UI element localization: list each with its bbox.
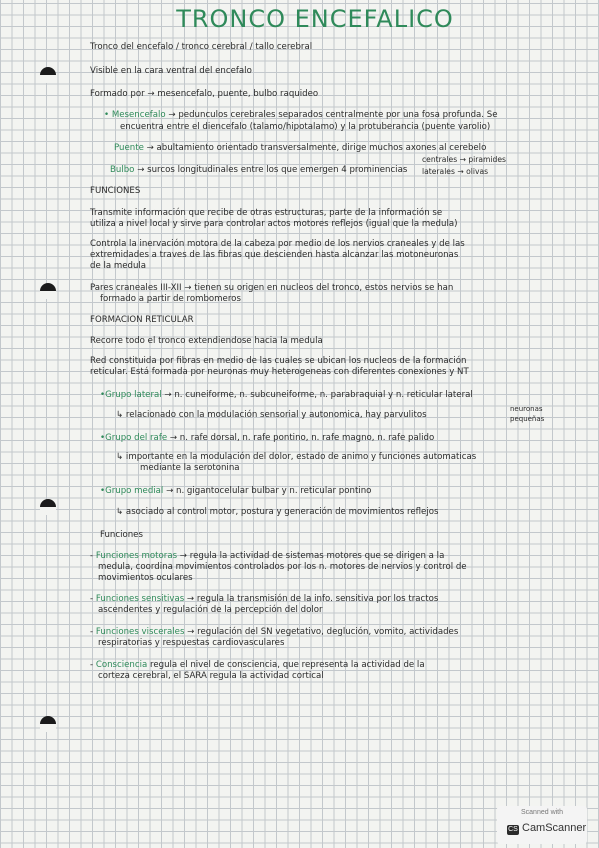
binder-hole (40, 283, 56, 299)
camscanner-watermark (497, 806, 587, 844)
part-text: → surcos longitudinales entre los que emergen 4 prominencias (137, 165, 408, 175)
section-heading: FUNCIONES (90, 186, 141, 196)
function-text: medula, coordina movimientos controlados por los n. motores de nervios y control de (98, 562, 467, 572)
bulbo-aside: laterales → olivas (422, 167, 489, 176)
function-label: Funciones sensitivas (95, 594, 185, 604)
paragraph-line: utiliza a nivel local y sirve para controlar actos motores reflejos (igual que la medula) (90, 219, 458, 229)
brand-name: CamScanner (522, 822, 587, 834)
group-detail: mediante la serotonina (140, 463, 240, 473)
paragraph-line: Transmite información que recibe de otras estructuras, parte de la información se (90, 208, 443, 218)
paragraph-line: Controla la inervación motora de la cabeza por medio de los nervios craneales y de las (90, 239, 465, 249)
camscanner-logo-icon: CS (508, 826, 518, 833)
group-detail: ↳ relacionado con la modulación sensorial y autonomica, hay parvulitos (116, 410, 427, 420)
function-sensitivas: - Funciones sensitivas → regula la transmisión de la info. sensitiva por los tractos (90, 594, 439, 604)
function-text: respiratorias y respuestas cardiovasculares (98, 638, 285, 648)
group-label: Grupo del rafe (105, 433, 168, 443)
function-text: movimientos oculares (98, 573, 193, 583)
function-label: Consciencia (95, 660, 148, 670)
paragraph-line: de la medula (90, 261, 147, 271)
function-text: → regula la transmisión de la info. sensitiva por los tractos (186, 594, 439, 604)
function-text: → regulación del SN vegetativo, deglución, vomito, actividades (187, 627, 459, 637)
group-text: → n. gigantocelular bulbar y n. reticular pontino (166, 486, 372, 496)
group-aside: pequeñas (510, 415, 545, 423)
part-bulbo (110, 165, 407, 177)
section-heading: FORMACION RETICULAR (90, 315, 194, 325)
part-text: → abultamiento orientado transversalmente, dirige muchos axones al cerebelo (146, 143, 487, 153)
watermark-caption: Scanned with (520, 809, 564, 816)
function-label: Funciones motoras (95, 551, 178, 561)
binder-hole (40, 67, 56, 83)
function-text: corteza cerebral, el SARA regula la actividad cortical (98, 671, 324, 681)
intro-line: Tronco del encefalo / tronco cerebral / tallo cerebral (90, 42, 313, 52)
page-title: TRONCO ENCEFALICO (176, 5, 454, 33)
group-text: → n. rafe dorsal, n. rafe pontino, n. rafe magno, n. rafe palido (169, 433, 435, 443)
group-detail: ↳ importante en la modulación del dolor, estado de animo y funciones automaticas (116, 452, 477, 462)
paragraph-line: formado a partir de rombomeros (100, 294, 241, 304)
function-label: Funciones viscerales (95, 627, 185, 637)
group-detail: ↳ asociado al control motor, postura y generación de movimientos reflejos (116, 507, 439, 517)
part-text: → pedunculos cerebrales separados centralmente por una fosa profunda. Se (168, 110, 498, 120)
group-label: Grupo medial (105, 486, 164, 496)
bullet-icon: • (104, 110, 110, 120)
part-label: Puente (114, 143, 144, 153)
watermark-brand (507, 822, 586, 835)
intro-line: Formado por → mesencefalo, puente, bulbo raquideo (90, 89, 319, 99)
group-text: → n. cuneiforme, n. subcuneiforme, n. parabraquial y n. reticular lateral (164, 390, 473, 400)
function-motoras: - Funciones motoras → regula la actividad de sistemas motores que se dirigen a la (90, 551, 445, 561)
intro-line: Visible en la cara ventral del encefalo (90, 66, 252, 76)
group-lateral (100, 390, 473, 402)
binder-hole (40, 499, 56, 515)
paragraph-line: Pares craneales III-XII → tienen su origen en nucleos del tronco, estos nervios se han (90, 283, 454, 293)
paragraph-line: Recorre todo el tronco extendiendose hacia la medula (90, 336, 323, 346)
bullet-icon: • (100, 390, 106, 400)
group-medial (100, 486, 371, 498)
section-heading: Funciones (100, 530, 143, 540)
paragraph-line: extremidades a traves de las fibras que descienden hasta alcanzar las motoneuronas (90, 250, 459, 260)
group-label: Grupo lateral (105, 390, 162, 400)
part-text: encuentra entre el diencefalo (talamo/hipotalamo) y la protuberancia (puente varolio) (120, 122, 491, 132)
function-viscerales: - Funciones viscerales → regulación del SN vegetativo, deglución, vomito, actividades (90, 627, 459, 637)
paragraph-line: reticular. Está formada por neuronas muy heterogeneas con diferentes conexiones y NT (90, 367, 469, 377)
part-label: Bulbo (110, 165, 135, 175)
group-aside: neuronas (510, 405, 543, 413)
paragraph-line: Red constituida por fibras en medio de las cuales se ubican los nucleos de la formación (90, 356, 467, 366)
function-text: regula el nivel de consciencia, que representa la actividad de la (150, 660, 425, 670)
function-text: ascendentes y regulación de la percepción del dolor (98, 605, 323, 615)
bulbo-aside: centrales → piramides (422, 155, 507, 164)
binder-hole (40, 716, 56, 732)
part-label: Mesencefalo (111, 110, 166, 120)
group-rafe (100, 433, 434, 445)
bullet-icon: • (100, 433, 106, 443)
part-mesencefalo (104, 110, 498, 122)
bullet-icon: • (100, 486, 106, 496)
function-text: → regula la actividad de sistemas motores que se dirigen a la (179, 551, 445, 561)
function-consciencia: - Consciencia regula el nivel de consciencia, que representa la actividad de la (90, 660, 425, 670)
part-puente (114, 143, 486, 155)
